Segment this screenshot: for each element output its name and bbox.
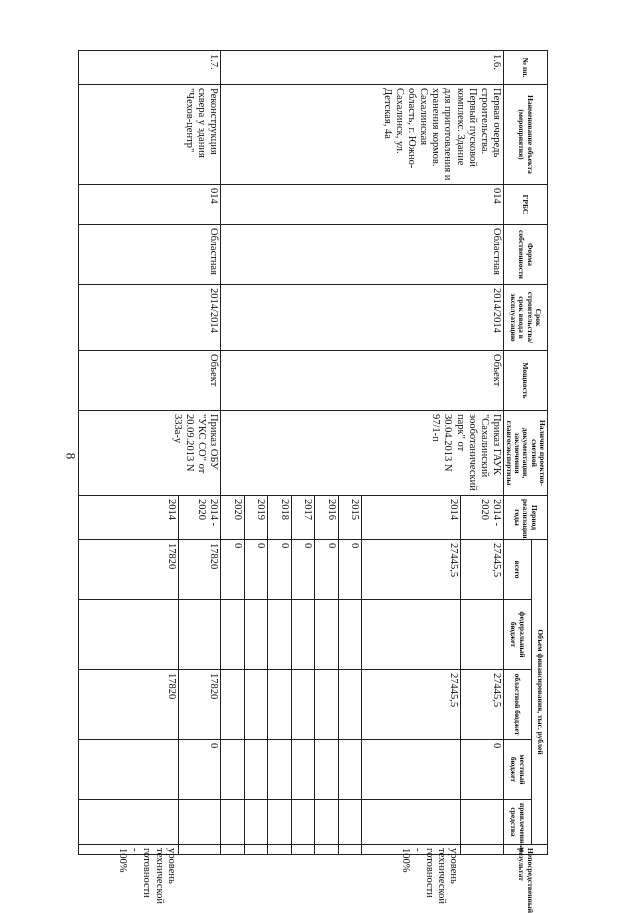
cell-period: 2019	[244, 496, 268, 540]
header-grbs: ГРБС	[503, 185, 547, 225]
cell-result	[315, 845, 339, 855]
cell-regional: 27445,5	[362, 670, 461, 740]
cell-attracted	[221, 800, 245, 845]
header-capacity: Мощность	[503, 351, 547, 411]
cell-local	[362, 740, 461, 800]
cell-federal	[315, 600, 339, 670]
item-term: 2014/2014	[221, 285, 504, 351]
cell-result	[178, 845, 220, 855]
cell-total: 27445,5	[461, 540, 503, 600]
table-row	[461, 51, 503, 855]
cell-attracted	[461, 800, 503, 845]
cell-regional	[338, 670, 362, 740]
program-table	[79, 50, 549, 913]
cell-attracted	[362, 800, 461, 845]
item-ownership: Областная	[79, 225, 221, 285]
cell-federal	[79, 600, 178, 670]
cell-period: 2014 - 2020	[461, 496, 503, 540]
cell-regional: 27445,5	[461, 670, 503, 740]
item-grbs: 014	[221, 185, 504, 225]
item-capacity: Объект	[79, 351, 221, 411]
cell-total: 17820	[79, 540, 178, 600]
cell-period: 2016	[315, 496, 339, 540]
cell-period: 2018	[268, 496, 292, 540]
cell-regional: 17820	[79, 670, 178, 740]
cell-regional	[268, 670, 292, 740]
cell-federal	[268, 600, 292, 670]
cell-attracted	[79, 800, 178, 845]
cell-total: 0	[291, 540, 315, 600]
cell-result	[268, 845, 292, 855]
cell-local	[244, 740, 268, 800]
cell-regional	[291, 670, 315, 740]
cell-result: уровень технической готовности - 100%	[362, 845, 461, 855]
cell-attracted	[338, 800, 362, 845]
item-capacity: Объект	[221, 351, 504, 411]
cell-period: 2017	[291, 496, 315, 540]
header-regional: областной бюджет	[503, 670, 531, 740]
cell-result	[221, 845, 245, 855]
cell-attracted	[178, 800, 220, 845]
cell-local	[338, 740, 362, 800]
cell-federal	[244, 600, 268, 670]
cell-attracted	[268, 800, 292, 845]
cell-total: 0	[268, 540, 292, 600]
header-attracted: привлеченные средства	[503, 800, 531, 845]
cell-result: уровень технической готовности - 100%	[79, 845, 178, 855]
cell-regional: 17820	[178, 670, 220, 740]
cell-result	[291, 845, 315, 855]
header-term: Срок строительства/срок ввода в эксплуатацию	[503, 285, 547, 351]
cell-total: 17820	[178, 540, 220, 600]
item-num: 1.6.	[221, 51, 504, 85]
header-period: Период реализации, годы	[503, 496, 547, 540]
cell-federal	[362, 600, 461, 670]
header-num: № пп.	[503, 51, 547, 85]
cell-period: 2014 - 2020	[178, 496, 220, 540]
header-ownership: Форма собственности	[503, 225, 547, 285]
cell-period: 2014	[362, 496, 461, 540]
cell-regional	[244, 670, 268, 740]
cell-total: 0	[338, 540, 362, 600]
item-num: 1.7.	[79, 51, 221, 85]
cell-regional	[315, 670, 339, 740]
cell-result	[338, 845, 362, 855]
header-result: Непосредственный результат	[503, 845, 547, 855]
cell-period: 2014	[79, 496, 178, 540]
cell-federal	[221, 600, 245, 670]
header-funding: Объем финансирования, тыс. рублей	[531, 540, 547, 845]
item-name: Реконструкция сквера у здания "Чехов-центр"	[79, 85, 221, 185]
cell-federal	[178, 600, 220, 670]
header-total: всего	[503, 540, 531, 600]
cell-total: 0	[221, 540, 245, 600]
cell-total: 0	[244, 540, 268, 600]
cell-attracted	[315, 800, 339, 845]
cell-federal	[291, 600, 315, 670]
cell-local: 0	[461, 740, 503, 800]
item-name: Первая очередь строительства. Первый пусковой комплекс. Здание для приготовления и хранения кормов. Сахалинская область, г. Южно-Сахалинск, ул. Детская, 4а	[221, 85, 504, 185]
cell-local	[291, 740, 315, 800]
cell-local	[315, 740, 339, 800]
cell-total: 0	[315, 540, 339, 600]
cell-result	[244, 845, 268, 855]
cell-federal	[461, 600, 503, 670]
cell-local	[79, 740, 178, 800]
cell-local: 0	[178, 740, 220, 800]
cell-attracted	[291, 800, 315, 845]
page-number: 8	[63, 452, 79, 460]
cell-period: 2015	[338, 496, 362, 540]
cell-period: 2020	[221, 496, 245, 540]
cell-attracted	[244, 800, 268, 845]
cell-federal	[338, 600, 362, 670]
header-docs: Наличие проектно-сметной документации, заключения главгосэкспертизы	[503, 411, 547, 496]
item-docs: Приказ ГАУК "Сахалинский зооботанический парк" от 30.04.2013 N 97/1-п	[221, 411, 504, 496]
table-row	[178, 51, 220, 855]
header-name: Наименование объекта (мероприятия)	[503, 85, 547, 185]
header-federal: федеральный бюджет	[503, 600, 531, 670]
header-local: местный бюджет	[503, 740, 531, 800]
item-term: 2014/2014	[79, 285, 221, 351]
cell-result	[461, 845, 503, 855]
cell-total: 27445,5	[362, 540, 461, 600]
cell-regional	[221, 670, 245, 740]
header-row-1	[531, 51, 547, 855]
item-ownership: Областная	[221, 225, 504, 285]
cell-local	[268, 740, 292, 800]
item-docs: Приказ ОБУ "УКС СО" от 20.09.2013 N 333а-у	[79, 411, 221, 496]
cell-local	[221, 740, 245, 800]
item-grbs: 014	[79, 185, 221, 225]
rotated-table-wrapper	[92, 50, 548, 913]
